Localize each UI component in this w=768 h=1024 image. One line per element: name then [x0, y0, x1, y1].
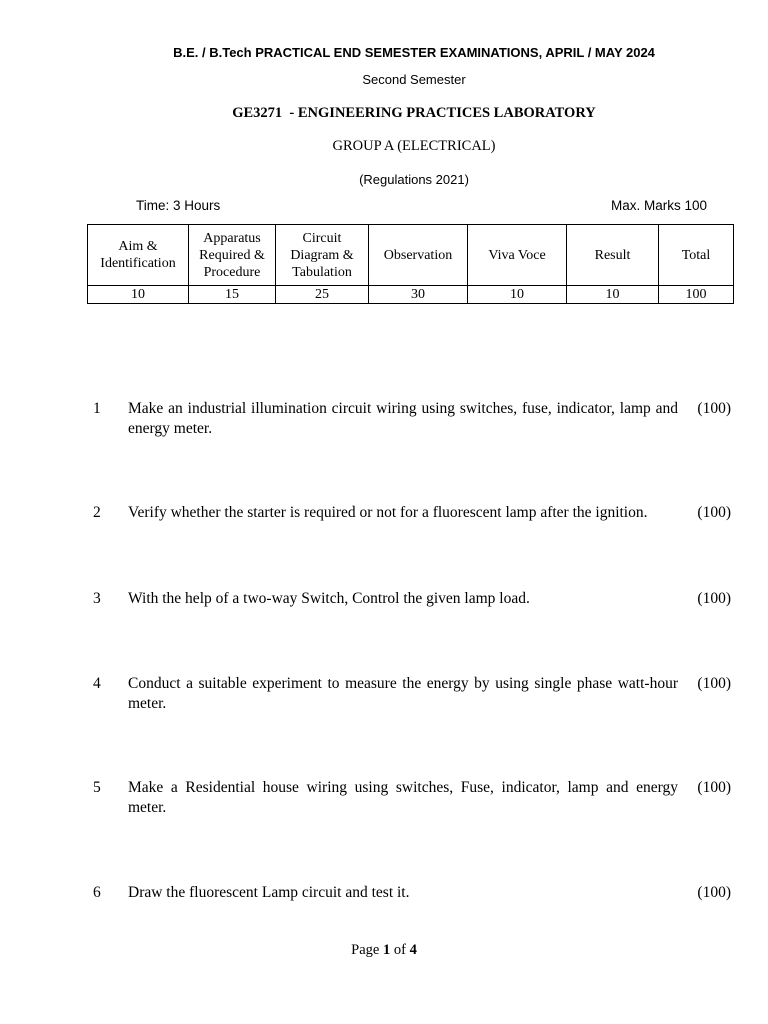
table-header-row [88, 225, 734, 286]
table-header-cell: Aim & Identification [88, 225, 189, 286]
group-label: GROUP A (ELECTRICAL) [332, 138, 496, 154]
table-header-cell: Circuit Diagram & Tabulation [276, 225, 369, 286]
total-page-count: 4 [409, 942, 417, 958]
semester-label: Second Semester [362, 72, 466, 87]
table-header-cell: Observation [369, 225, 468, 286]
table-cell: 10 [567, 286, 659, 304]
question-marks: (100) [697, 675, 731, 692]
table-header-cell: Result [567, 225, 659, 286]
table-cell: 10 [468, 286, 567, 304]
page-footer [0, 942, 768, 959]
table-header-cell: Viva Voce [468, 225, 567, 286]
question-text: Verify whether the starter is required or not for a fluorescent lamp after the ignition. [128, 504, 648, 521]
question-number: 5 [93, 779, 101, 796]
question-text: With the help of a two-way Switch, Control the given lamp load. [128, 590, 530, 607]
max-marks-label: Max. Marks 100 [610, 198, 707, 213]
question-marks: (100) [697, 884, 731, 901]
question-marks: (100) [697, 590, 731, 607]
question-marks: (100) [697, 504, 731, 521]
question-text: Make an industrial illumination circuit wiring using switches, fuse, indicator, lamp and energy meter. [128, 400, 678, 437]
of-word: of [393, 942, 406, 958]
question-marks: (100) [697, 400, 731, 417]
course-title: GE3271 - ENGINEERING PRACTICES LABORATORY [232, 105, 596, 121]
table-cell: 100 [659, 286, 734, 304]
table-cell: 10 [88, 286, 189, 304]
question-text: Draw the fluorescent Lamp circuit and test it. [128, 884, 410, 901]
question-number: 3 [93, 590, 101, 607]
question-text: Make a Residential house wiring using switches, Fuse, indicator, lamp and energy meter. [128, 779, 678, 816]
table-cell: 25 [276, 286, 369, 304]
table-header-cell: Total [659, 225, 734, 286]
exam-title: B.E. / B.Tech PRACTICAL END SEMESTER EXAMINATIONS, APRIL / MAY 2024 [173, 45, 655, 60]
question-number: 1 [93, 400, 101, 417]
table-header-cell: Apparatus Required & Procedure [189, 225, 276, 286]
current-page-number: 1 [382, 942, 391, 958]
page-word: Page [351, 942, 380, 958]
table-row [88, 286, 734, 304]
table-cell: 30 [369, 286, 468, 304]
marks-distribution-table [87, 224, 734, 304]
question-marks: (100) [697, 779, 731, 796]
duration-label: Time: 3 Hours [136, 198, 221, 213]
table-cell: 15 [189, 286, 276, 304]
regulations-label: (Regulations 2021) [359, 172, 469, 187]
question-text: Conduct a suitable experiment to measure the energy by using single phase watt-hour meter. [128, 675, 678, 712]
question-number: 2 [93, 504, 101, 521]
question-number: 4 [93, 675, 101, 692]
question-number: 6 [93, 884, 101, 901]
